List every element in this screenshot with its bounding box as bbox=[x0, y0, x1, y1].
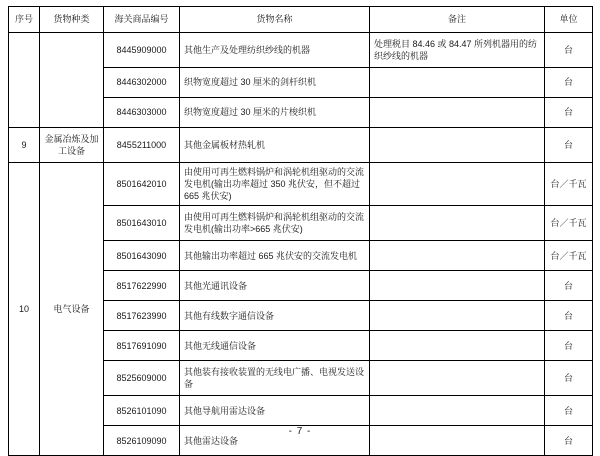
table-row bbox=[9, 33, 593, 68]
column-header-unit: 单位 bbox=[545, 7, 593, 33]
cell-code: 8445909000 bbox=[104, 33, 180, 68]
cell-code: 8501642010 bbox=[104, 163, 180, 206]
page-number: - 7 - bbox=[288, 426, 312, 437]
cell-name: 其他雷达设备 bbox=[180, 426, 370, 456]
column-header-code: 海关商品编号 bbox=[104, 7, 180, 33]
cell-name: 由使用可再生燃料锅炉和涡轮机组驱动的交流发电机(输出功率>665 兆伏安) bbox=[180, 206, 370, 241]
cell-unit: 台 bbox=[545, 301, 593, 331]
cell-remark bbox=[370, 331, 545, 361]
cell-code: 8446303000 bbox=[104, 98, 180, 128]
table-header-row bbox=[9, 7, 593, 33]
cell-code: 8525609000 bbox=[104, 361, 180, 396]
cell-seq bbox=[9, 33, 40, 128]
cell-unit: 台 bbox=[545, 331, 593, 361]
cell-name: 其他导航用雷达设备 bbox=[180, 396, 370, 426]
cell-name: 织物宽度超过 30 厘米的剑杆织机 bbox=[180, 68, 370, 98]
cell-code: 8526109090 bbox=[104, 426, 180, 456]
cell-category: 金属冶炼及加工设备 bbox=[40, 128, 104, 163]
cell-remark bbox=[370, 241, 545, 271]
cell-code: 8501643090 bbox=[104, 241, 180, 271]
cell-remark bbox=[370, 301, 545, 331]
column-header-name: 货物名称 bbox=[180, 7, 370, 33]
column-header-remark: 备注 bbox=[370, 7, 545, 33]
cell-code: 8455211000 bbox=[104, 128, 180, 163]
cell-remark: 处理税目 84.46 或 84.47 所列机器用的纺织纱线的机器 bbox=[370, 33, 545, 68]
cell-name: 其他金属板材热轧机 bbox=[180, 128, 370, 163]
cell-unit: 台 bbox=[545, 396, 593, 426]
cell-code: 8526101090 bbox=[104, 396, 180, 426]
cell-code: 8517623990 bbox=[104, 301, 180, 331]
table-row bbox=[9, 163, 593, 206]
cell-seq: 9 bbox=[9, 128, 40, 163]
cell-name: 其他装有接收装置的无线电广播、电视发送设备 bbox=[180, 361, 370, 396]
table-row bbox=[9, 128, 593, 163]
cell-unit: 台／千瓦 bbox=[545, 241, 593, 271]
cell-unit: 台／千瓦 bbox=[545, 163, 593, 206]
cell-unit: 台 bbox=[545, 68, 593, 98]
table-header bbox=[9, 7, 593, 33]
cell-remark bbox=[370, 396, 545, 426]
cell-name: 由使用可再生燃料锅炉和涡轮机组驱动的交流发电机(输出功率超过 350 兆伏安，但不超过 665 兆伏安) bbox=[180, 163, 370, 206]
cell-unit: 台 bbox=[545, 271, 593, 301]
column-header-seq: 序号 bbox=[9, 7, 40, 33]
cell-seq: 10 bbox=[9, 163, 40, 456]
cell-unit: 台 bbox=[545, 361, 593, 396]
cell-remark bbox=[370, 68, 545, 98]
cell-category bbox=[40, 33, 104, 128]
cell-remark bbox=[370, 206, 545, 241]
cell-name: 其他无线通信设备 bbox=[180, 331, 370, 361]
goods-catalog-table bbox=[8, 6, 593, 456]
table-body bbox=[9, 33, 593, 456]
cell-code: 8446302000 bbox=[104, 68, 180, 98]
cell-remark bbox=[370, 271, 545, 301]
cell-remark bbox=[370, 98, 545, 128]
cell-remark bbox=[370, 163, 545, 206]
cell-unit: 台／千瓦 bbox=[545, 206, 593, 241]
cell-unit: 台 bbox=[545, 128, 593, 163]
cell-name: 其他光通讯设备 bbox=[180, 271, 370, 301]
cell-name: 其他有线数字通信设备 bbox=[180, 301, 370, 331]
cell-name: 其他生产及处理纺织纱线的机器 bbox=[180, 33, 370, 68]
cell-unit: 台 bbox=[545, 98, 593, 128]
cell-remark bbox=[370, 128, 545, 163]
cell-remark bbox=[370, 361, 545, 396]
cell-code: 8517622990 bbox=[104, 271, 180, 301]
cell-unit: 台 bbox=[545, 33, 593, 68]
cell-category: 电气设备 bbox=[40, 163, 104, 456]
cell-code: 8517691090 bbox=[104, 331, 180, 361]
cell-unit: 台 bbox=[545, 426, 593, 456]
cell-name: 织物宽度超过 30 厘米的片梭织机 bbox=[180, 98, 370, 128]
cell-code: 8501643010 bbox=[104, 206, 180, 241]
cell-name: 其他输出功率超过 665 兆伏安的交流发电机 bbox=[180, 241, 370, 271]
column-header-category: 货物种类 bbox=[40, 7, 104, 33]
